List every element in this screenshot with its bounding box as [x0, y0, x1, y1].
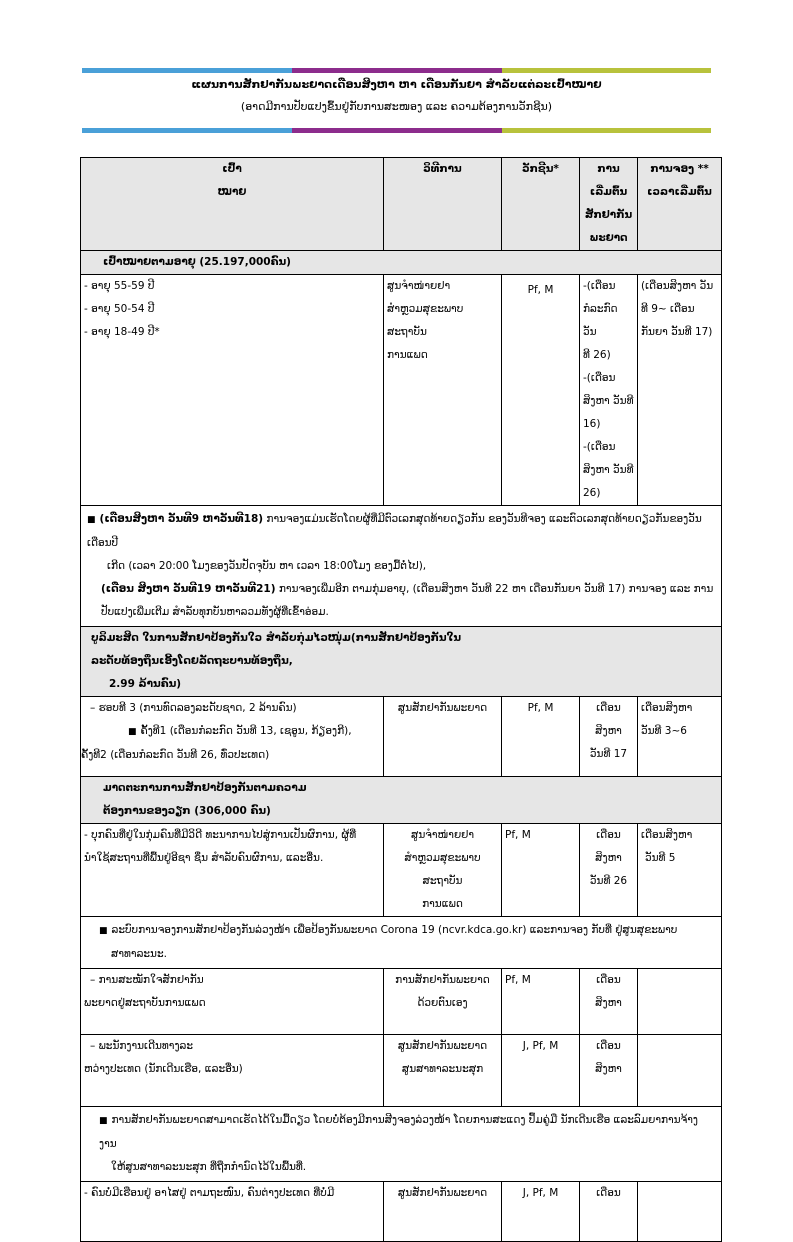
volunteer-targets: – ການສະໝັກໃຈສັກຢາກັນ ພະຍາດຢູ່ສະຖາບັນການແພດ	[81, 969, 384, 1035]
section2-booking: ເດືອນສິງຫາ ວັນທີ 3~6	[638, 697, 722, 777]
table-row	[81, 1035, 722, 1107]
table-row	[81, 275, 722, 506]
section1-start: -(ເດືອນ ກໍລະກົດ ວັນ ທີ 26) -(ເດືອນ ສິງຫາ ວັນທີ 16) -(ເດືອນ ສິງຫາ ວັນທີ 26)	[580, 275, 638, 506]
band-green	[502, 68, 711, 73]
travel-targets: – ພະນັກງານເດີນທາງລະ ຫວ່າງປະເທດ (ນັກເດີນເຮືອ, ແລະອື່ນ)	[81, 1035, 384, 1107]
table-header-row	[81, 158, 722, 251]
header-target: ເປົ້າ ໝາຍ	[81, 158, 384, 251]
section3-title: ມາດຕະການການສັກຢາປ້ອງກັນຕາມຄວາມ ຕ້ອງການຂອງວຽກ (306,000 ຄົນ)	[81, 777, 722, 824]
band-blue	[82, 68, 292, 73]
section1-note: ■ (ເດືອນສິງຫາ ວັນທີ9 ຫາວັນທີ18) ການຈອງແມ່ນເຮັດໂດຍຜູ້ທີ່ມີຕົວເລກສຸດທ້າຍດຽວກັນ ຂອງວັນທີຈອງ ແລະຕົວເລກສຸດທ້າຍດຽວກັນຂອງວັນເດືອນປີ ເກີດ (ເວລາ 20:00 ໂມງຂອງວັນປັດຈຸບັນ ຫາ ເວລາ 18:00ໂມງ ຂອງມື້ຕໍ່ໄປ), (ເດືອນ ສິງຫາ ວັນທີ19 ຫາວັນທີ21) ການຈອງເພີ່ມອີກ ຕາມກຸ່ມອາຍຸ, (ເດືອນສິງຫາ ວັນທີ 22 ຫາ ເດືອນກັນຍາ ວັນທີ 17) ການຈອງ ແລະ ການ ປັບແປງເພີ່ມເຕີມ ສຳລັບທຸກບັນຫາລວມທັງຜູ້ທີ່ເຂົ້າອ່ອມ.	[81, 506, 722, 627]
section2-targets: – ຮອບທີ 3 (ການທົດລອງລະດັບຊາດ, 2 ລ້ານຄົນ) ■ ຄັ້ງທີ1 (ເດືອນກໍລະກົດ ວັນທີ 13, ເຊອູນ, ກ້ຽອງກີ), ຄັ້ງທີ2 (ເດືອນກໍລະກົດ ວັນທີ 26, ທົ່ວປະເທດ)	[81, 697, 384, 777]
section3-booking: ເດືອນສິງຫາ ວັນທີ 5	[638, 824, 722, 917]
band-blue	[82, 128, 292, 133]
band-purple	[292, 128, 502, 133]
band-purple	[292, 68, 502, 73]
table-row	[81, 1182, 722, 1242]
vaccination-schedule-table	[80, 157, 722, 1242]
travel-vaccine: J, Pf, M	[502, 1035, 580, 1107]
band-green	[502, 128, 711, 133]
bottom-color-band	[82, 128, 711, 133]
header-method: ວິທີການ	[384, 158, 502, 251]
section-title-row	[81, 251, 722, 275]
section2-method: ສູນສັກຢາກັນພະຍາດ	[384, 697, 502, 777]
section1-title: ເປົ້າໝາຍຕາມອາຍຸ (25.197,000ຄົນ)	[81, 251, 722, 275]
document-title: ແຜນການສັກຢາກັນພະຍາດເດືອນສິງຫາ ຫາ ເດືອນກັນຍາ ສຳລັບແຕ່ລະເປົ້າໝາຍ	[191, 78, 602, 91]
section3-start: ເດືອນ ສິງຫາ ວັນທີ 26	[580, 824, 638, 917]
header-start: ການເລີ່ມຕົ້ນ ສັກຢາກັນ ພະຍາດ	[580, 158, 638, 251]
last-targets: - ຄົນບໍ່ມີເຮືອນຢູ່ ອາໄສຢູ່ ຕາມຖະໜົນ, ຄົນຕ່າງປະເທດ ທີ່ບໍ່ມີ	[81, 1182, 384, 1242]
section3-targets: - ບຸກຄົນທີ່ຢູ່ໃນກຸ່ມຄົນທີ່ມີວິດີ ທະນາການໄປສູ່ການເປັນຜົການ, ຜູ້ທີ່ ນຳໃຊ້ສະຖານທີ່ພື້ນຢູ່ອີຊາ ຊຶ່ນ ສຳລັບຄົນຜົການ, ແລະອື່ນ.	[81, 824, 384, 917]
travel-start: ເດືອນ ສິງຫາ	[580, 1035, 638, 1107]
table-row	[81, 697, 722, 777]
note-row	[81, 506, 722, 627]
section2-title: ບູລິມະສິດ ໃນການສັກຢາປ້ອງກັນໃວ ສຳລັບກຸ່ມໄວໜຸ່ມ(ການສັກຢາປ້ອງກັນໃນ ລະດັບທ້ອງຖິ່ນເອີ້ງໂດຍລັດຖະບານທ້ອງຖິ່ນ, 2.99 ລ້ານຄົນ)	[81, 627, 722, 697]
note-row	[81, 917, 722, 969]
section3-method: ສູນຈຳໜ່າຍຢາ ສຳຫຼວມສຸຂະພາບ ສະຖາບັນ ການແພດ	[384, 824, 502, 917]
document-subtitle: (ອາດມີການປັບແປງຂຶ້ນຢູ່ກັບການສະໜອງ ແລະ ຄວາມຕ້ອງການວັກຊີນ)	[240, 100, 553, 113]
note-row	[81, 1107, 722, 1182]
section2-vaccine: Pf, M	[502, 697, 580, 777]
section-title-row	[81, 777, 722, 824]
last-method: ສູນສັກຢາກັນພະຍາດ	[384, 1182, 502, 1242]
section3-note: ■ ລະບົບການຈອງການສັກຢາປ້ອງກັນລ່ວງໜ້າ ເພື່ອປ້ອງກັນພະຍາດ Corona 19 (ncvr.kdca.go.kr) ແລະການຈອງ ກັບທີ່ ຢູ່ສູນສຸຂະພາບ ສາທາລະນະ.	[81, 917, 722, 969]
volunteer-booking	[638, 969, 722, 1035]
top-color-band	[82, 68, 711, 73]
volunteer-vaccine: Pf, M	[502, 969, 580, 1035]
travel-note: ■ ການສັກຢາກັນພະຍາດສາມາດເຮັດໄດ້ໃນມື້ດຽວ ໂດຍບໍ່ຕ້ອງມີການສີງຈອງລ່ວງໜ້າ ໂດຍການສະແດງ ປຶ້ມຄູ່ມື ນັກເດີນເຮືອ ແລະລົມຍາການຈ້າງງານ ໃຫ້ສູນສາທາລະນະສຸກ ທີ່ຖືກກຳນົດໄວ້ໃນພື້ນທີ່.	[81, 1107, 722, 1182]
last-vaccine: J, Pf, M	[502, 1182, 580, 1242]
section1-targets: - ອາຍຸ 55-59 ປີ - ອາຍຸ 50-54 ປີ - ອາຍຸ 18-49 ປີ*	[81, 275, 384, 506]
last-booking	[638, 1182, 722, 1242]
section1-booking: (ເດືອນສິງຫາ ວັນ ທີ 9~ ເດືອນ ກັນຍາ ວັນທີ 17)	[638, 275, 722, 506]
table-row	[81, 824, 722, 917]
section3-vaccine: Pf, M	[502, 824, 580, 917]
last-start: ເດືອນ	[580, 1182, 638, 1242]
table-row	[81, 969, 722, 1035]
travel-method: ສູນສັກຢາກັນພະຍາດ ສູນສາທາລະນະສຸກ	[384, 1035, 502, 1107]
volunteer-method: ການສັກຢາກັນພະຍາດ ດ້ວຍຕົນເອງ	[384, 969, 502, 1035]
section-title-row	[81, 627, 722, 697]
volunteer-start: ເດືອນ ສິງຫາ	[580, 969, 638, 1035]
section1-vaccine: Pf, M	[502, 275, 580, 506]
section2-start: ເດືອນ ສິງຫາ ວັນທີ 17	[580, 697, 638, 777]
section1-method: ສູນຈຳໜ່າຍຢາ ສຳຫຼວມສຸຂະພາບ ສະຖາບັນ ການແພດ	[384, 275, 502, 506]
header-booking: ການຈອງ ** ເວລາເລີ່ມຕົ້ນ	[638, 158, 722, 251]
travel-booking	[638, 1035, 722, 1107]
header-vaccine: ວັກຊີນ*	[502, 158, 580, 251]
